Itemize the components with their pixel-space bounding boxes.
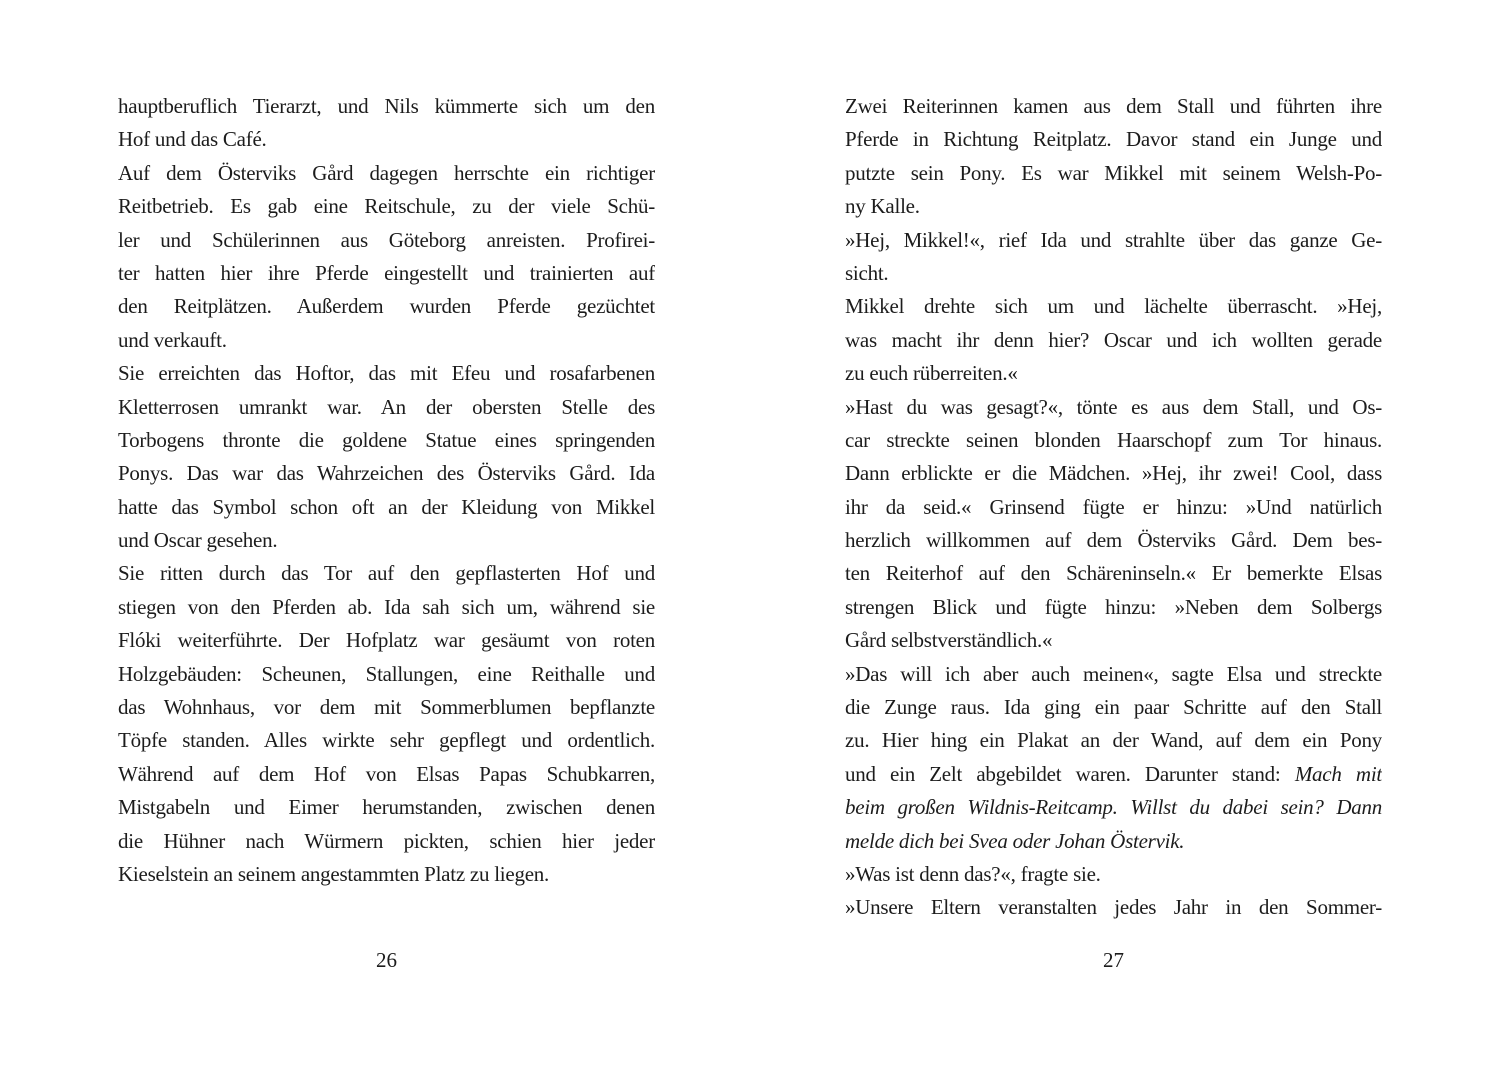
text-segment: ihr da seid.« Grinsend fügte er hinzu: »Und natürlich [845, 494, 1382, 519]
text-segment: den Reitplätzen. Außerdem wurden Pferde gezüchtet [118, 294, 655, 319]
text-segment: das Wohnhaus, vor dem mit Sommerblumen bepflanzte [118, 695, 655, 720]
text-line [118, 791, 655, 824]
text-line [845, 658, 1382, 691]
text-line [118, 157, 655, 190]
text-segment: »Was ist denn das?«, fragte sie. [845, 861, 1101, 886]
text-line [845, 257, 1382, 290]
page-right-text [845, 90, 1382, 925]
text-segment: ter hatten hier ihre Pferde eingestellt und trainierten auf [118, 260, 655, 285]
text-line [845, 457, 1382, 490]
text-segment: ler und Schülerinnen aus Göteborg anreisten. Profirei- [118, 227, 655, 252]
text-line [118, 758, 655, 791]
text-line [118, 491, 655, 524]
text-line [845, 691, 1382, 724]
text-line [845, 758, 1382, 791]
text-segment: die Zunge raus. Ida ging ein paar Schritte auf den Stall [845, 695, 1382, 720]
text-line [118, 391, 655, 424]
text-segment: Kletterrosen umrankt war. An der obersten Stelle des [118, 394, 655, 419]
text-line [845, 224, 1382, 257]
text-segment: putzte sein Pony. Es war Mikkel mit seinem Welsh-Po- [845, 160, 1382, 185]
text-segment: Kieselstein an seinem angestammten Platz zu liegen. [118, 861, 550, 886]
text-segment: Reitbetrieb. Es gab eine Reitschule, zu der viele Schü- [118, 194, 655, 219]
page-left-number: 26 [376, 948, 397, 972]
text-segment: Dann erblickte er die Mädchen. »Hej, ihr zwei! Cool, dass [845, 461, 1382, 486]
text-segment: stiegen von den Pferden ab. Ida sah sich um, während sie [118, 594, 655, 619]
text-line [118, 524, 655, 557]
text-segment: ny Kalle. [845, 194, 920, 219]
text-line [845, 825, 1382, 858]
text-segment: strengen Blick und fügte hinzu: »Neben dem Solbergs [845, 594, 1382, 619]
text-line [845, 491, 1382, 524]
text-line [845, 190, 1382, 223]
text-line [845, 724, 1382, 757]
page-left-text [118, 90, 655, 891]
text-segment: Zwei Reiterinnen kamen aus dem Stall und führten ihre [845, 94, 1382, 118]
text-line [845, 424, 1382, 457]
text-segment: zu euch rüberreiten.« [845, 361, 1018, 386]
text-line [118, 624, 655, 657]
text-line [118, 290, 655, 323]
text-line [118, 123, 655, 156]
text-segment: Auf dem Österviks Gård dagegen herrschte ein richtiger [118, 160, 655, 185]
text-segment: Während auf dem Hof von Elsas Papas Schubkarren, [118, 761, 655, 786]
text-segment: Hof und das Café. [118, 127, 267, 152]
text-line [118, 90, 655, 123]
text-line [845, 157, 1382, 190]
text-segment: und ein Zelt abgebildet waren. Darunter stand: [845, 761, 1295, 786]
text-segment: was macht ihr denn hier? Oscar und ich wollten gerade [845, 327, 1382, 352]
text-segment: sicht. [845, 260, 889, 285]
text-line [118, 724, 655, 757]
text-segment: zu. Hier hing ein Plakat an der Wand, auf dem ein Pony [845, 728, 1382, 753]
text-line [118, 457, 655, 490]
text-segment: Flóki weiterführte. Der Hofplatz war gesäumt von roten [118, 628, 655, 653]
text-line [845, 90, 1382, 123]
text-segment: ten Reiterhof auf den Schäreninseln.« Er bemerkte Elsas [845, 561, 1382, 586]
text-line [845, 391, 1382, 424]
text-line [845, 357, 1382, 390]
text-segment: und Oscar gesehen. [118, 528, 278, 553]
text-line [118, 257, 655, 290]
text-segment: Töpfe standen. Alles wirkte sehr gepflegt und ordentlich. [118, 728, 655, 753]
text-segment: Sie erreichten das Hoftor, das mit Efeu und rosafarbenen [118, 361, 655, 386]
text-segment: Pferde in Richtung Reitplatz. Davor stand ein Junge und [845, 127, 1382, 152]
text-segment: Ponys. Das war das Wahrzeichen des Österviks Gård. Ida [118, 461, 655, 486]
text-segment: herzlich willkommen auf dem Österviks Gård. Dem bes- [845, 528, 1382, 553]
text-line [845, 858, 1382, 891]
text-line [118, 424, 655, 457]
text-segment: Gård selbstverständlich.« [845, 628, 1053, 653]
text-line [845, 624, 1382, 657]
text-segment: die Hühner nach Würmern pickten, schien hier jeder [118, 828, 655, 853]
text-line [845, 123, 1382, 156]
text-segment-italic: melde dich bei Svea oder Johan Östervik. [845, 828, 1185, 853]
text-segment-italic: Mach mit [1294, 761, 1382, 786]
text-segment: hatte das Symbol schon oft an der Kleidung von Mikkel [118, 494, 655, 519]
text-line [845, 324, 1382, 357]
text-line [118, 658, 655, 691]
text-line [845, 891, 1382, 924]
text-segment: »Das will ich aber auch meinen«, sagte Elsa und streckte [845, 661, 1382, 686]
text-segment: Sie ritten durch das Tor auf den gepflasterten Hof und [118, 561, 655, 586]
text-segment: Holzgebäuden: Scheunen, Stallungen, eine Reithalle und [118, 661, 655, 686]
text-line [118, 557, 655, 590]
text-line [845, 791, 1382, 824]
page-right [750, 0, 1500, 1086]
text-segment: car streckte seinen blonden Haarschopf zum Tor hinaus. [845, 427, 1382, 452]
text-line [845, 591, 1382, 624]
text-segment: »Unsere Eltern veranstalten jedes Jahr in den Sommer- [845, 895, 1382, 920]
text-line [118, 691, 655, 724]
page-right-number: 27 [1103, 948, 1124, 972]
text-segment: »Hast du was gesagt?«, tönte es aus dem Stall, und Os- [845, 394, 1382, 419]
text-segment: und verkauft. [118, 327, 227, 352]
text-segment: hauptberuflich Tierarzt, und Nils kümmerte sich um den [118, 94, 655, 118]
text-line [118, 357, 655, 390]
text-line [845, 557, 1382, 590]
text-segment: »Hej, Mikkel!«, rief Ida und strahlte über das ganze Ge- [845, 227, 1382, 252]
text-line [118, 224, 655, 257]
text-segment: Torbogens thronte die goldene Statue eines springenden [118, 427, 655, 452]
text-line [118, 858, 655, 891]
text-line [118, 825, 655, 858]
text-line [118, 591, 655, 624]
text-line [845, 524, 1382, 557]
text-line [845, 290, 1382, 323]
text-line [118, 324, 655, 357]
text-segment: Mistgabeln und Eimer herumstanden, zwischen denen [118, 795, 655, 820]
text-line [118, 190, 655, 223]
text-segment: Mikkel drehte sich um und lächelte überrascht. »Hej, [845, 294, 1382, 319]
text-segment-italic: beim großen Wildnis-Reitcamp. Willst du dabei sein? Dann [845, 795, 1382, 820]
